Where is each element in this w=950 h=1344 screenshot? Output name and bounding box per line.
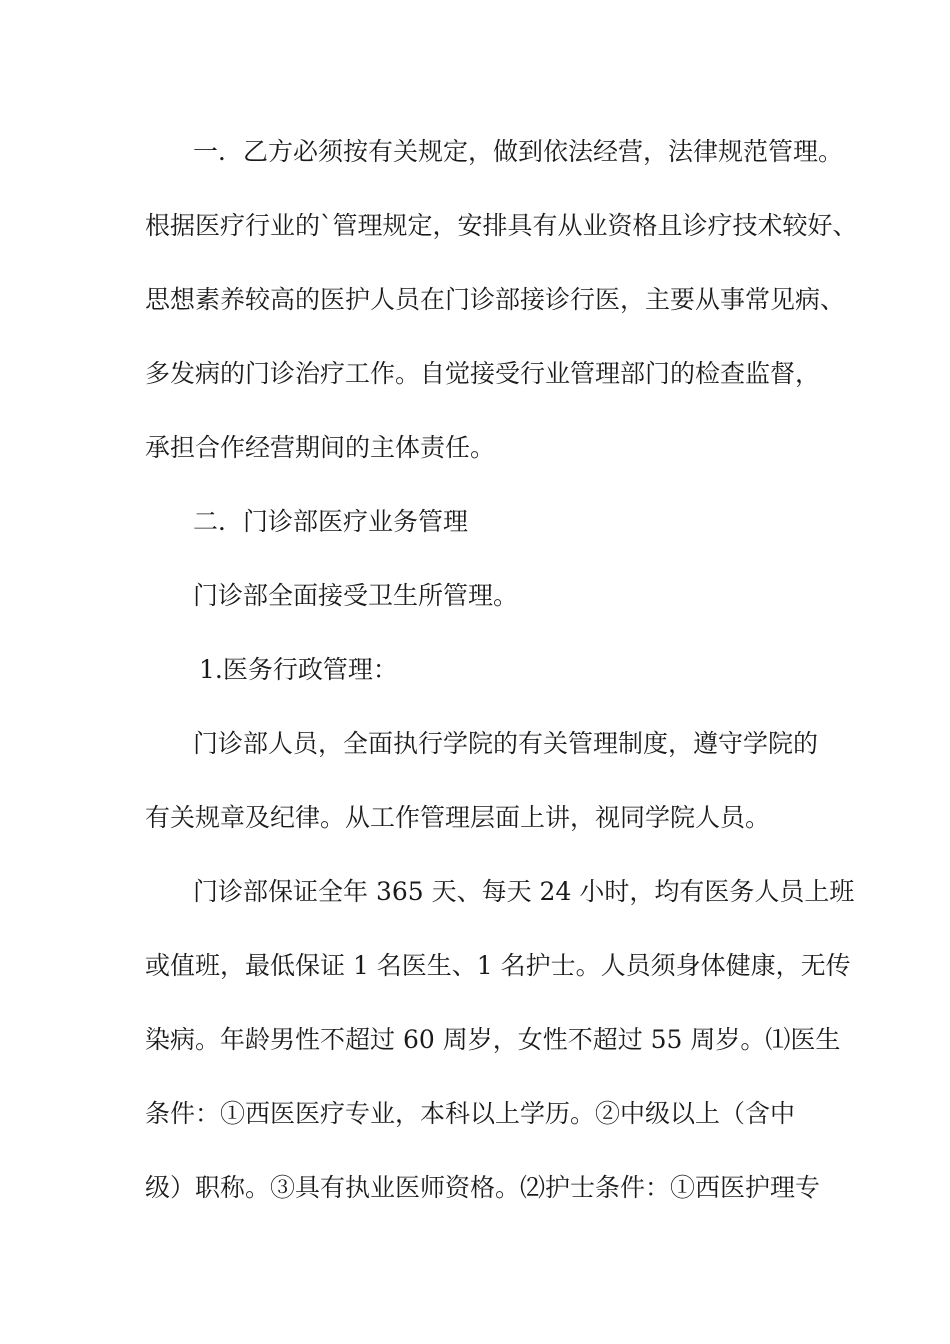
paragraph-1-line-4: 多发病的门诊治疗工作。自觉接受行业管理部门的检查监督，: [145, 359, 821, 388]
paragraph-1-line-1: 一．乙方必须按有关规定，做到依法经营，法律规范管理。: [193, 137, 844, 166]
paragraph-4-line-5: 级）职称。③具有执业医师资格。⑵护士条件：①西医护理专: [145, 1173, 821, 1202]
paragraph-3-line-1: 门诊部人员，全面执行学院的有关管理制度，遵守学院的: [193, 729, 819, 758]
paragraph-4-line-2: 或值班，最低保证 1 名医生、1 名护士。人员须身体健康，无传: [145, 951, 851, 980]
paragraph-1-line-2: 根据医疗行业的`管理规定，安排具有从业资格且诊疗技术较好、: [145, 211, 858, 240]
paragraph-3-line-2: 有关规章及纪律。从工作管理层面上讲，视同学院人员。: [145, 803, 771, 832]
paragraph-2-line-1: 门诊部全面接受卫生所管理。: [193, 581, 519, 610]
paragraph-1-line-5: 承担合作经营期间的主体责任。: [145, 433, 496, 462]
paragraph-4-line-3: 染病。年龄男性不超过 60 周岁，女性不超过 55 周岁。⑴医生: [145, 1025, 841, 1054]
paragraph-1-line-3: 思想素养较高的医护人员在门诊部接诊行医，主要从事常见病、: [145, 285, 846, 314]
paragraph-4-line-1: 门诊部保证全年 365 天、每天 24 小时，均有医务人员上班: [193, 877, 855, 906]
paragraph-4-line-4: 条件：①西医医疗专业，本科以上学历。②中级以上（含中: [145, 1099, 796, 1128]
subheading-1: 1.医务行政管理：: [199, 655, 398, 684]
section-heading-2: 二．门诊部医疗业务管理: [193, 507, 469, 536]
